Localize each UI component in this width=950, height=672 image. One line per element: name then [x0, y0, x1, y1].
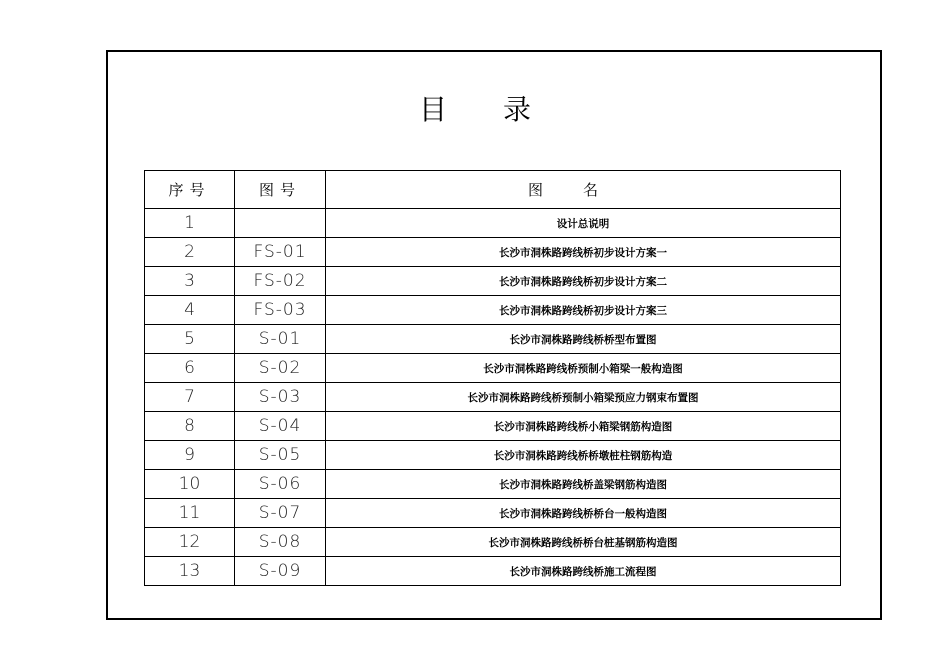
- row-drawing-no: S-02: [235, 354, 326, 383]
- row-seq: 6: [145, 354, 235, 383]
- table-row: [145, 267, 841, 296]
- table-row: [145, 354, 841, 383]
- table-row: [145, 296, 841, 325]
- table-row: [145, 325, 841, 354]
- header-drawing-no: 图号: [235, 171, 326, 209]
- row-drawing-no: S-07: [235, 499, 326, 528]
- table-row: [145, 470, 841, 499]
- row-seq: 10: [145, 470, 235, 499]
- table-row: [145, 441, 841, 470]
- row-name: 长沙市洞株路跨线桥桥台一般构造图: [326, 499, 841, 528]
- row-drawing-no: S-04: [235, 412, 326, 441]
- row-seq: 5: [145, 325, 235, 354]
- row-seq: 1: [145, 209, 235, 238]
- row-seq: 2: [145, 238, 235, 267]
- row-name: 长沙市洞株路跨线桥初步设计方案一: [326, 238, 841, 267]
- table-row: [145, 412, 841, 441]
- row-name: 设计总说明: [326, 209, 841, 238]
- row-drawing-no: FS-03: [235, 296, 326, 325]
- row-name: 长沙市洞株路跨线桥桥台桩基钢筋构造图: [326, 528, 841, 557]
- row-drawing-no: S-09: [235, 557, 326, 586]
- row-seq: 9: [145, 441, 235, 470]
- row-seq: 4: [145, 296, 235, 325]
- row-seq: 8: [145, 412, 235, 441]
- row-drawing-no: FS-02: [235, 267, 326, 296]
- row-drawing-no: FS-01: [235, 238, 326, 267]
- row-name: 长沙市洞株路跨线桥施工流程图: [326, 557, 841, 586]
- row-name: 长沙市洞株路跨线桥初步设计方案二: [326, 267, 841, 296]
- row-seq: 11: [145, 499, 235, 528]
- table-row: [145, 238, 841, 267]
- row-name: 长沙市洞株路跨线桥盖梁钢筋构造图: [326, 470, 841, 499]
- row-name: 长沙市洞株路跨线桥预制小箱梁一般构造图: [326, 354, 841, 383]
- table-row: [145, 528, 841, 557]
- table-row: [145, 557, 841, 586]
- row-drawing-no: S-05: [235, 441, 326, 470]
- header-name: 图名: [326, 171, 841, 209]
- contents-table: [144, 170, 841, 586]
- header-seq: 序号: [145, 171, 235, 209]
- row-drawing-no: S-08: [235, 528, 326, 557]
- row-drawing-no: S-03: [235, 383, 326, 412]
- table-row: [145, 499, 841, 528]
- row-drawing-no: S-06: [235, 470, 326, 499]
- row-name: 长沙市洞株路跨线桥桥墩桩柱钢筋构造: [326, 441, 841, 470]
- row-seq: 13: [145, 557, 235, 586]
- row-drawing-no: [235, 209, 326, 238]
- row-seq: 3: [145, 267, 235, 296]
- row-seq: 12: [145, 528, 235, 557]
- row-name: 长沙市洞株路跨线桥小箱梁钢筋构造图: [326, 412, 841, 441]
- row-name: 长沙市洞株路跨线桥预制小箱梁预应力钢束布置图: [326, 383, 841, 412]
- row-seq: 7: [145, 383, 235, 412]
- table-header-row: [145, 171, 841, 209]
- table-row: [145, 209, 841, 238]
- page-title: 目录: [418, 93, 587, 126]
- row-name: 长沙市洞株路跨线桥桥型布置图: [326, 325, 841, 354]
- table-row: [145, 383, 841, 412]
- row-name: 长沙市洞株路跨线桥初步设计方案三: [326, 296, 841, 325]
- row-drawing-no: S-01: [235, 325, 326, 354]
